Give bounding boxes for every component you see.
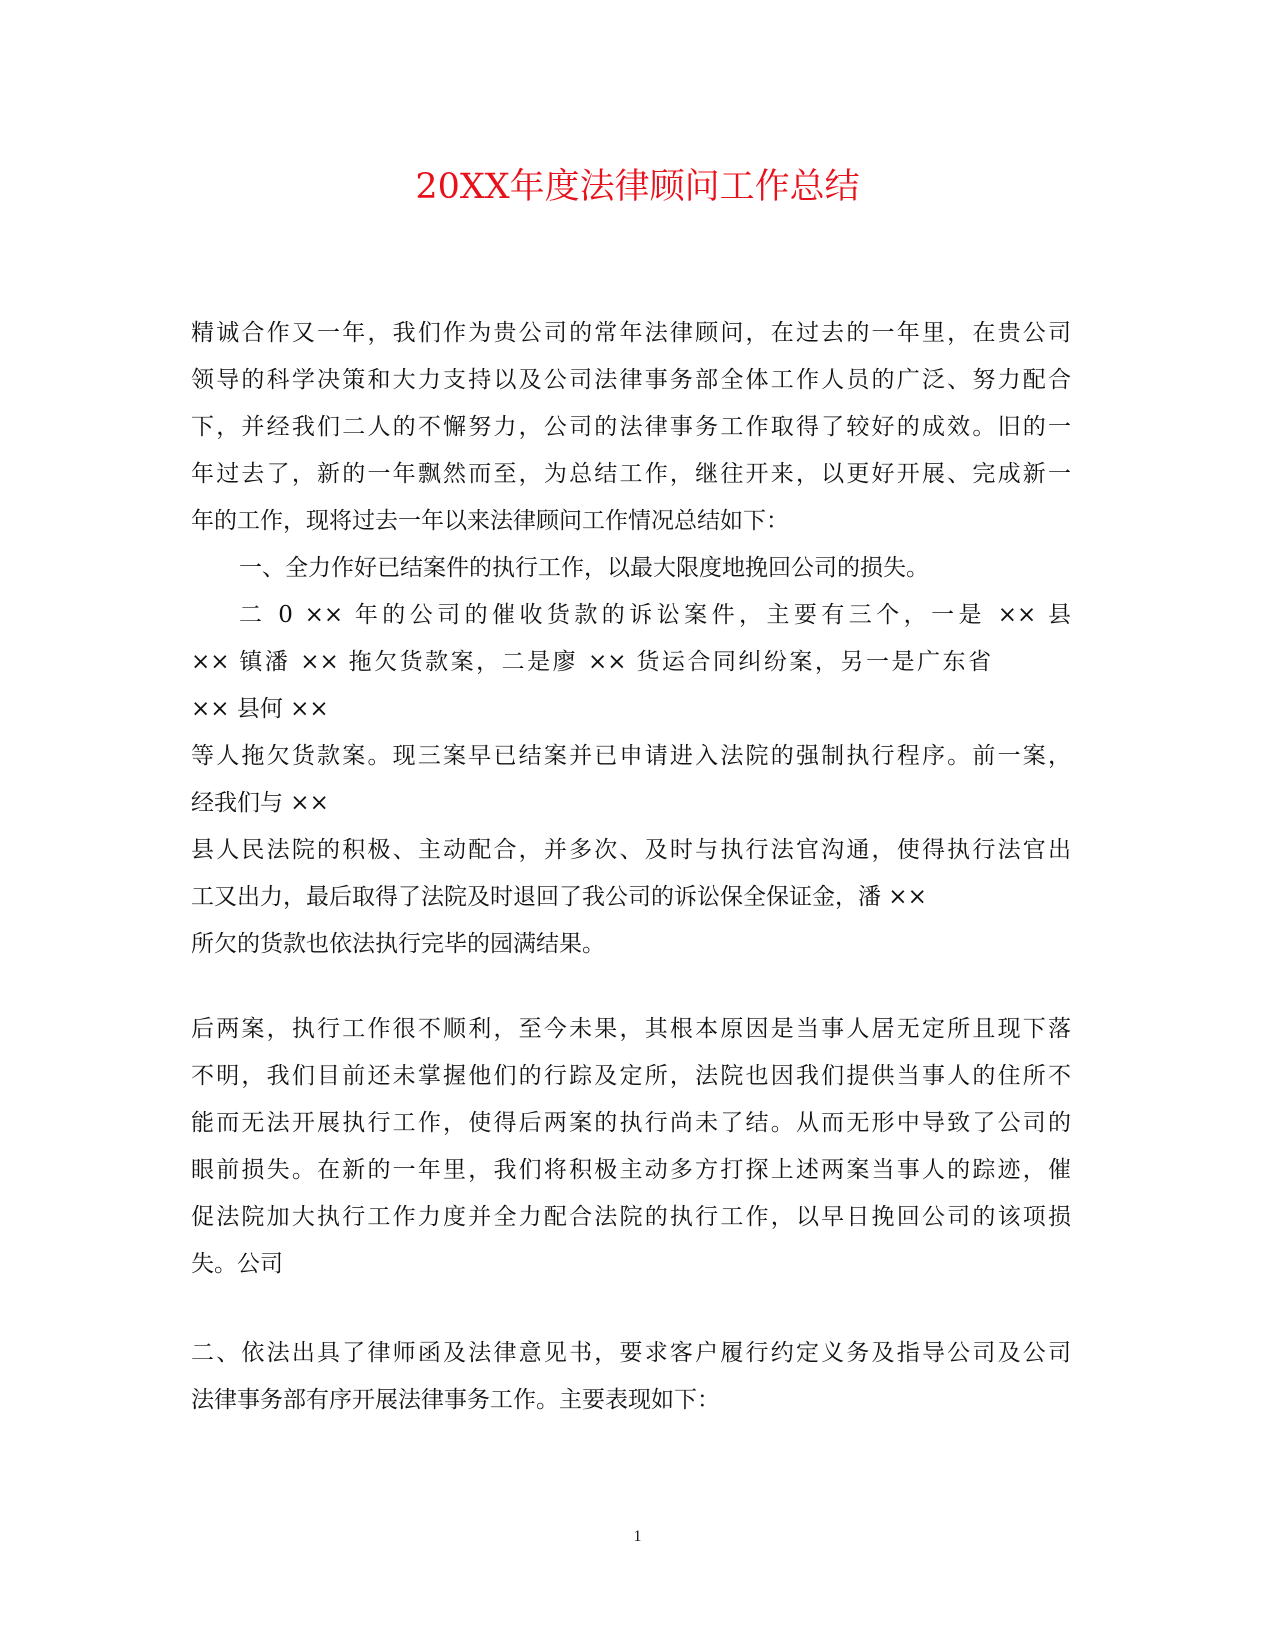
text-line: 不明，我们目前还未掌握他们的行踪及定所，法院也因我们提供当事人的住所不 [191, 1063, 1071, 1089]
document-title: 20XX年度法律顾问工作总结 [415, 167, 860, 207]
text-line: 年过去了，新的一年飘然而至，为总结工作，继往开来，以更好开展、完成新一 [191, 461, 1071, 487]
text-line: 下，并经我们二人的不懈努力，公司的法律事务工作取得了较好的成效。旧的一 [191, 414, 1071, 440]
text-line: 法律事务部有序开展法律事务工作。主要表现如下： [191, 1387, 720, 1413]
text-line: 二、依法出具了律师函及法律意见书，要求客户履行约定义务及指导公司及公司 [191, 1340, 1071, 1366]
text-line: 等人拖欠货款案。现三案早已结案并已申请进入法院的强制执行程序。前一案， [191, 743, 1071, 769]
text-line: 失。公司 [191, 1251, 283, 1277]
section-heading-2-paragraph [191, 1330, 1071, 1424]
text-line: 县人民法院的积极、主动配合，并多次、及时与执行法官沟通，使得执行法官出 [191, 837, 1071, 863]
text-line: ×× 县何 ×× [191, 696, 329, 722]
text-line: 领导的科学决策和大力支持以及公司法律事务部全体工作人员的广泛、努力配合 [191, 367, 1071, 393]
page-number: 1 [633, 1528, 642, 1545]
text-line: 年的工作，现将过去一年以来法律顾问工作情况总结如下： [191, 508, 789, 534]
text-line: 精诚合作又一年，我们作为贵公司的常年法律顾问，在过去的一年里，在贵公司 [191, 320, 1071, 346]
case-paragraph [191, 592, 1071, 968]
text-line: 工又出力，最后取得了法院及时退回了我公司的诉讼保全保证金，潘 ×× [191, 884, 927, 910]
text-line: ×× 镇潘 ×× 拖欠货款案，二是廖 ×× 货运合同纠纷案，另一是广东省 [191, 649, 991, 675]
intro-paragraph [191, 310, 1071, 545]
text-line: 后两案，执行工作很不顺利，至今未果，其根本原因是当事人居无定所且现下落 [191, 1016, 1071, 1042]
text-line: 二 0 ×× 年的公司的催收货款的诉讼案件，主要有三个，一是 ×× 县 [239, 602, 1071, 628]
section-heading-text: 一、全力作好已结案件的执行工作，以最大限度地挽回公司的损失。 [239, 555, 929, 581]
execution-paragraph [191, 1006, 1071, 1288]
section-heading-1 [191, 545, 1071, 592]
text-line: 促法院加大执行工作力度并全力配合法院的执行工作，以早日挽回公司的该项损 [191, 1204, 1071, 1230]
text-line: 经我们与 ×× [191, 790, 329, 816]
text-line: 能而无法开展执行工作，使得后两案的执行尚未了结。从而无形中导致了公司的 [191, 1110, 1071, 1136]
text-line: 眼前损失。在新的一年里，我们将积极主动多方打探上述两案当事人的踪迹，催 [191, 1157, 1071, 1183]
text-line: 所欠的货款也依法执行完毕的园满结果。 [191, 931, 605, 957]
